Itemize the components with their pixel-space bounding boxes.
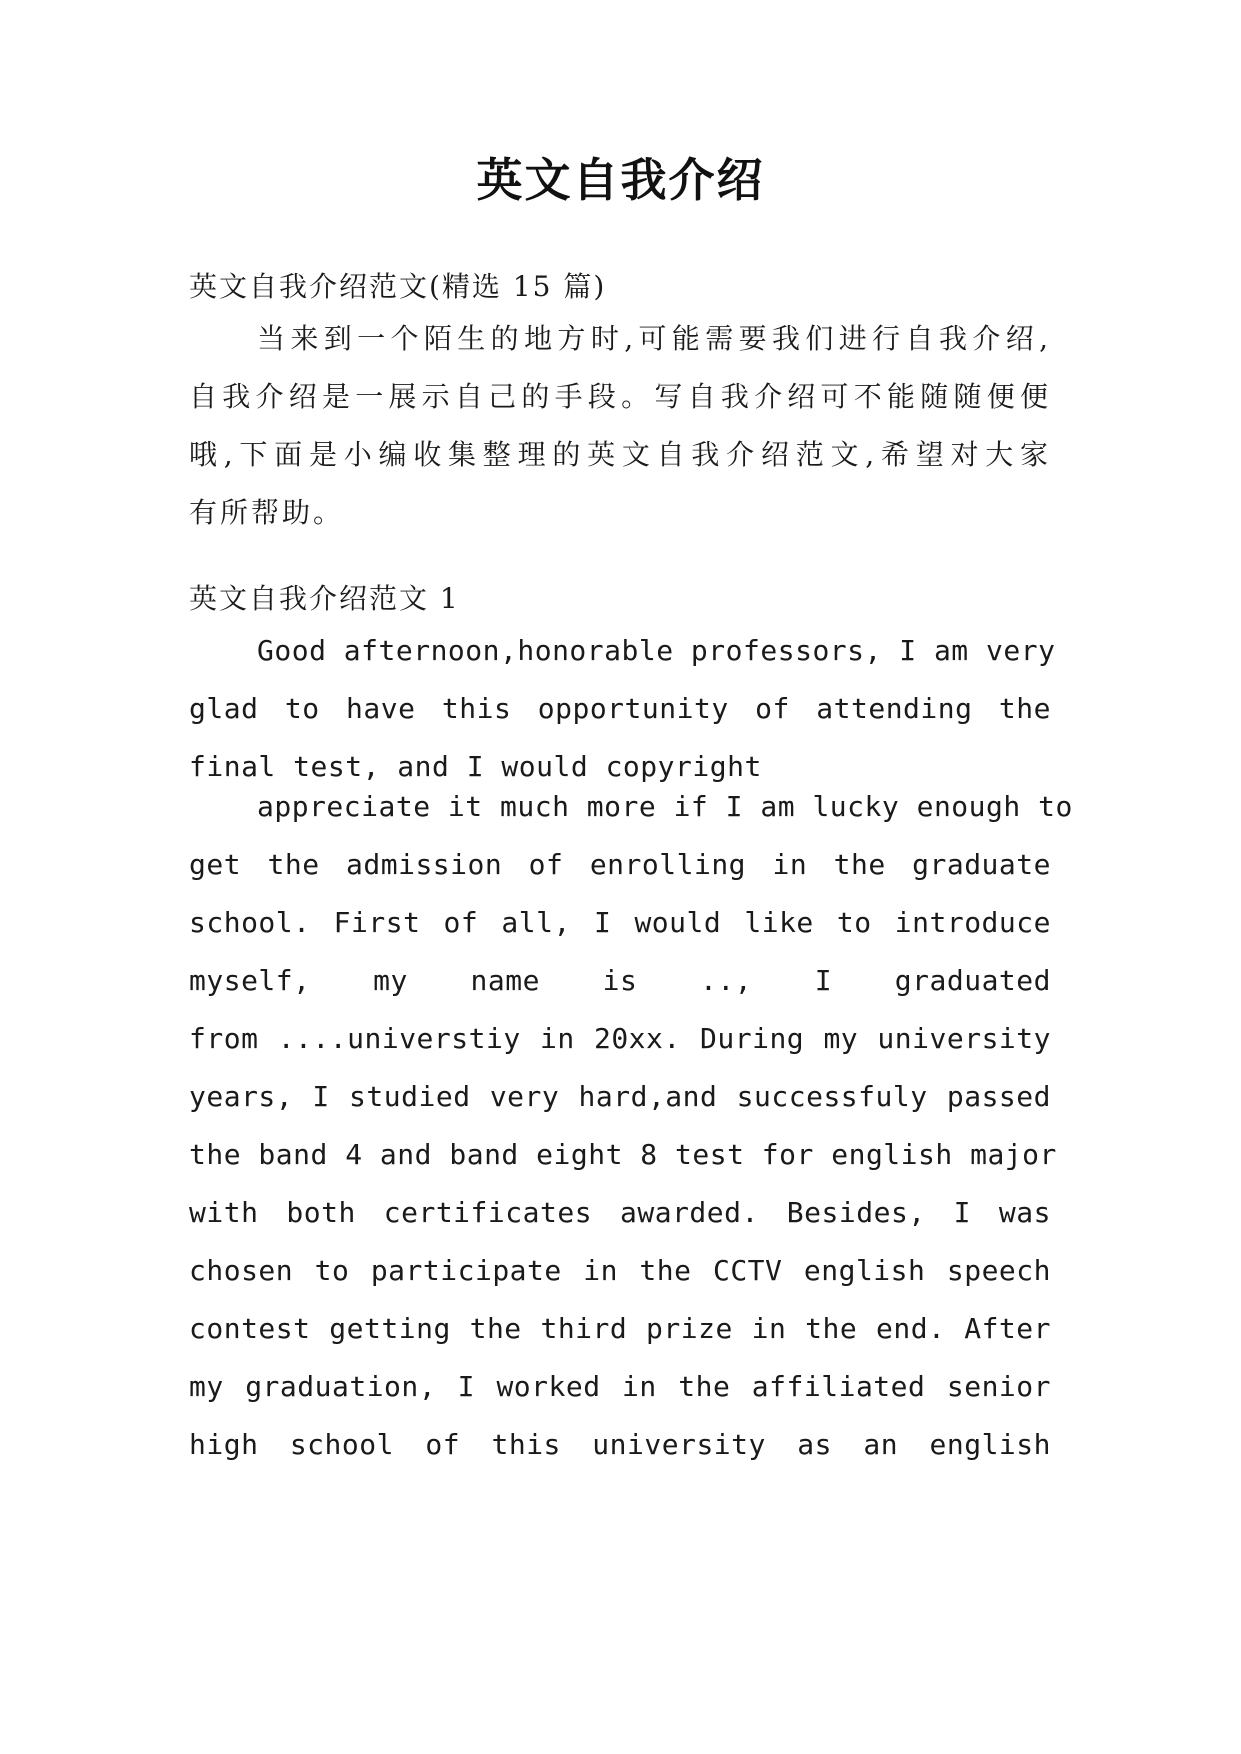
intro-line: 当来到一个陌生的地方时,可能需要我们进行自我介绍, <box>257 322 1051 355</box>
section1-paragraph-1 <box>189 622 1056 796</box>
subtitle-block <box>189 258 1051 316</box>
paragraph-line: school. First of all, I would like to introduce <box>189 906 1051 939</box>
section1-heading-block <box>189 570 1051 628</box>
paragraph-line: from ....universtiy in 20xx. During my university <box>189 1022 1051 1055</box>
paragraph-line: years, I studied very hard,and successfuly passed <box>189 1080 1051 1113</box>
document-title: 英文自我介绍 <box>476 153 765 207</box>
paragraph-line: contest getting the third prize in the end. After <box>189 1312 1051 1345</box>
intro-paragraph <box>189 310 1051 542</box>
paragraph-line: with both certificates awarded. Besides, I was <box>189 1196 1051 1229</box>
paragraph-line: Good afternoon,honorable professors, I am very <box>257 634 1056 667</box>
paragraph-line: my graduation, I worked in the affiliated senior <box>189 1370 1051 1403</box>
paragraph-line: the band 4 and band eight 8 test for english major <box>189 1138 1057 1171</box>
intro-line: 自我介绍是一展示自己的手段。写自我介绍可不能随随便便 <box>189 380 1051 413</box>
paragraph-line: glad to have this opportunity of attending the <box>189 692 1051 725</box>
section-heading: 英文自我介绍范文 1 <box>189 582 460 615</box>
paragraph-line: high school of this university as an english <box>189 1428 1051 1461</box>
intro-line: 有所帮助。 <box>189 496 345 529</box>
paragraph-line: get the admission of enrolling in the graduate <box>189 848 1051 881</box>
paragraph-line: myself, my name is .., I graduated <box>189 964 1051 997</box>
intro-line: 哦,下面是小编收集整理的英文自我介绍范文,希望对大家 <box>189 438 1051 471</box>
paragraph-line: final test, and I would copyright <box>189 750 762 783</box>
paragraph-line: chosen to participate in the CCTV english speech <box>189 1254 1051 1287</box>
paragraph-line: appreciate it much more if I am lucky enough to <box>257 790 1073 823</box>
section1-paragraph-2 <box>189 778 1073 1474</box>
document-subtitle: 英文自我介绍范文(精选 15 篇) <box>189 270 607 303</box>
